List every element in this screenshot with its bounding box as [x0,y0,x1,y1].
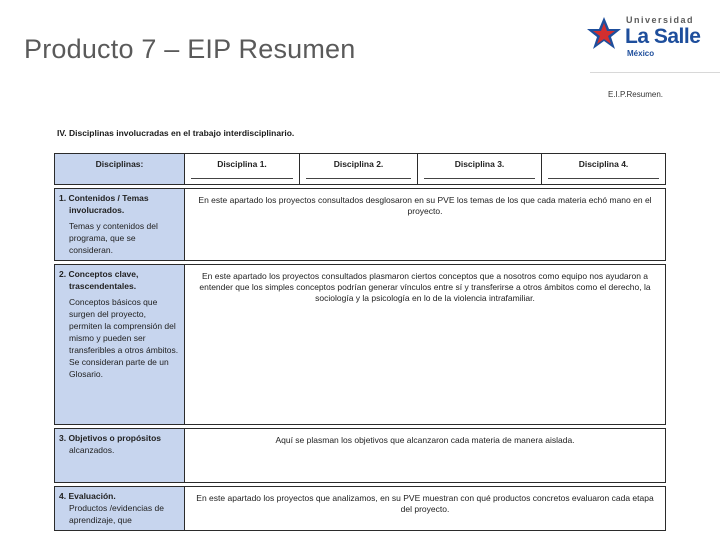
logo-name-text: La Salle [625,25,701,48]
header-cell: Disciplina 4. [542,154,666,185]
row-subtitle: alcanzados. [69,445,115,455]
table-header-row [55,154,666,185]
table-row [55,429,666,483]
row-title: 4. Evaluación. [59,491,116,501]
row-title: 3. Objetivos o propósitos [59,433,162,443]
logo-university-text: Universidad [626,15,695,25]
row-label-cell [55,429,185,483]
table-row [55,189,666,261]
document-tag: E.I.P.Resumen. [608,90,663,99]
disciplines-table [54,153,666,531]
row-body-cell [185,265,666,425]
header-divider [590,72,720,73]
row-label-cell [55,487,185,531]
section-heading: IV. Disciplinas involucradas en el trabajo interdisciplinario. [57,128,295,138]
row-subtitle-bold: trascendentales. [69,281,137,291]
university-logo [586,14,706,64]
row-body: Aquí se plasman los objetivos que alcanzaron cada materia de manera aislada. [275,435,575,445]
row-title: 1. Contenidos / Temas [59,193,149,203]
row-subtitle: Conceptos básicos que surgen del proyecto, permiten la comprensión del mismo y pueden ser transferibles a otros ámbitos. Se consideran parte de un Glosario. [69,297,179,379]
document-scan [48,82,673,534]
row-body: En este apartado los proyectos consultados desglosaron en su PVE los temas de los que cada materia echó mano en el proyecto. [198,195,652,216]
table-row [55,265,666,425]
row-body-cell [185,429,666,483]
logo-country-text: México [627,49,655,58]
row-label-cell [55,265,185,425]
header-cell: Disciplina 3. [418,154,542,185]
row-subtitle: Productos /evidencias de aprendizaje, que [69,503,164,525]
row-body: En este apartado los proyectos que analizamos, en su PVE muestran con qué productos concretos evaluaron cada etapa del proyecto. [196,493,654,514]
header-cell: Disciplina 1. [185,154,300,185]
row-subtitle-bold: involucrados. [69,205,125,215]
row-body: En este apartado los proyectos consultados plasmaron ciertos conceptos que a nosotros como equipo nos ayudaron a entender que los simples conceptos podrían generar vínculos entre sí y transferirse a otros ámbitos como el derecho, la sociología y la psicología en lo de la violencia intrafamiliar. [199,271,651,303]
row-body-cell [185,189,666,261]
row-subtitle: Temas y contenidos del programa, que se consideran. [69,221,158,255]
header-cell: Disciplinas: [55,154,185,185]
slide-title: Producto 7 – EIP Resumen [24,34,356,64]
row-label-cell [55,189,185,261]
star-logo-icon [586,16,622,50]
header-cell: Disciplina 2. [300,154,418,185]
row-body-cell [185,487,666,531]
row-title: 2. Conceptos clave, [59,269,139,279]
table-row [55,487,666,531]
